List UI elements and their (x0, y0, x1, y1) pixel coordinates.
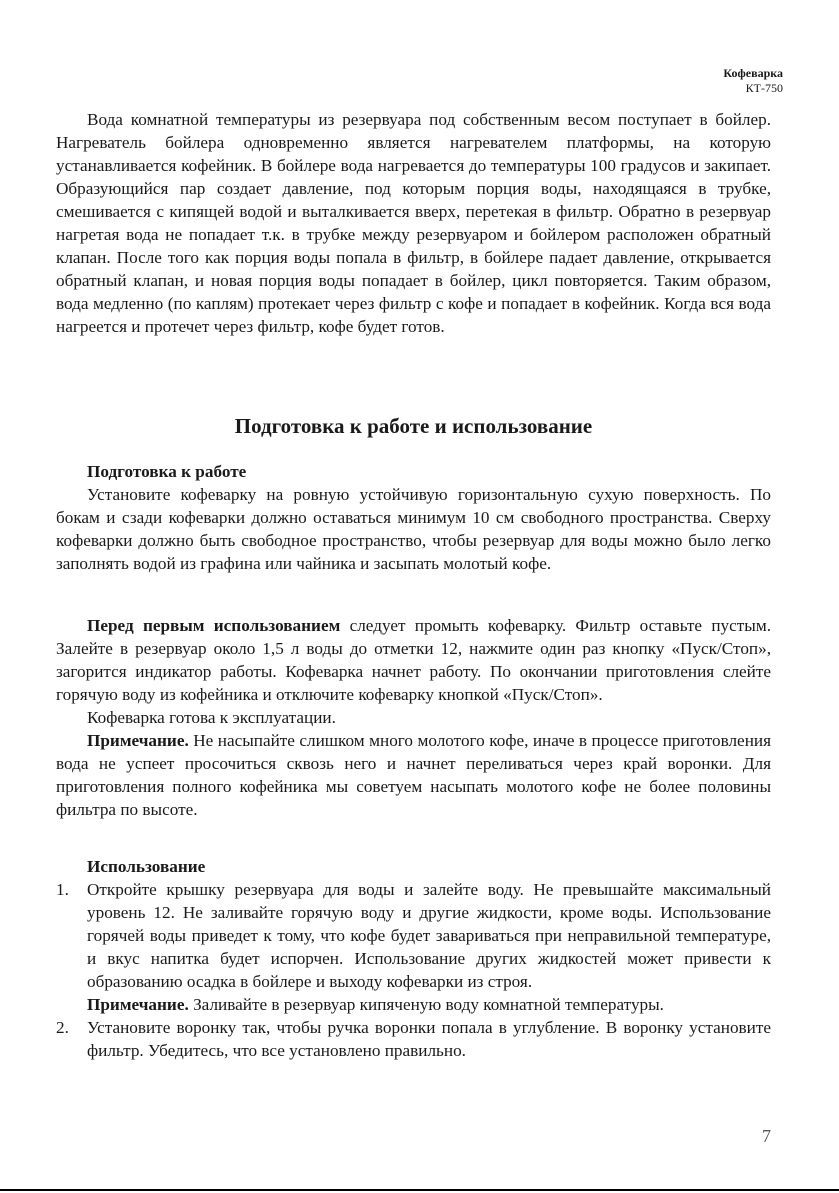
first-use-text: следует промыть кофеварку. Фильтр оставьте пустым. Залейте в резервуар около 1,5 л воды до отметки 12, нажмите один раз кнопку «Пуск/Стоп», загорится индикатор работы. Кофеварка начнет работу. По окончании приготовления слейте горячую воду из кофейника и отключите кофеварку кнопкой «Пуск/Стоп». (56, 616, 771, 704)
note-label: Примечание. (87, 731, 189, 750)
prep-block (56, 460, 771, 575)
usage-item-number: 1. (56, 880, 69, 899)
usage-note-label: Примечание. (87, 995, 189, 1014)
intro-block (56, 108, 771, 338)
note-text: Не насыпайте слишком много молотого кофе, иначе в процессе приготовления вода не успеет просочиться сквозь него и начнет переливаться через край воронки. Для приготовления полного кофейника мы советуем насыпать молотого кофе не более половины фильтра по высоте. (56, 731, 771, 819)
bottom-rule (0, 1189, 839, 1191)
usage-item-2 (56, 1016, 771, 1062)
first-use-paragraph (56, 614, 771, 706)
usage-item-number: 2. (56, 1018, 69, 1037)
usage-note-text: Заливайте в резервуар кипяченую воду комнатной температуры. (188, 995, 664, 1014)
prep-paragraph: Установите кофеварку на ровную устойчивую горизонтальную сухую поверхность. По бокам и сзади кофеварки должно оставаться минимум 10 см свободного пространства. Сверху кофеварки должно быть свободное пространство, чтобы резервуар для воды можно было легко заполнять водой из графина или чайника и засыпать молотый кофе. (56, 485, 771, 573)
note-paragraph (56, 729, 771, 821)
ready-paragraph: Кофеварка готова к эксплуатации. (87, 708, 336, 727)
usage-item-1 (56, 878, 771, 1016)
header-brand: Кофеварка (723, 66, 783, 80)
usage-block (56, 855, 771, 1062)
usage-title: Использование (87, 857, 206, 876)
prep-title: Подготовка к работе (87, 462, 247, 481)
usage-item-note (87, 993, 771, 1016)
page-number: 7 (762, 1126, 771, 1146)
section-title: Подготовка к работе и использование (234, 414, 593, 438)
usage-item-text: Установите воронку так, чтобы ручка воронки попала в углубление. В воронку установите фильтр. Убедитесь, что все установлено правильно. (87, 1018, 771, 1060)
intro-paragraph: Вода комнатной температуры из резервуара под собственным весом поступает в бойлер. Нагреватель бойлера одновременно является нагревателем платформы, на которую устанавливается кофейник. В бойлере вода нагревается до температуры 100 градусов и закипает. Образующийся пар создает давление, под которым порция воды, находящаяся в трубке, смешивается с кипящей водой и выталкивается вверх, перетекая в фильтр. Обратно в резервуар нагретая вода не попадает т.к. в трубке между резервуаром и бойлером расположен обратный клапан. После того как порция воды попала в фильтр, в бойлере падает давление, открывается обратный клапан, и новая порция воды попадает в бойлер, цикл повторяется. Таким образом, вода медленно (по каплям) протекает через фильтр с кофе и попадает в кофейник. Когда вся вода нагреется и протечет через фильтр, кофе будет готов. (56, 110, 771, 336)
header-model: КТ-750 (745, 81, 783, 95)
first-use-block (56, 614, 771, 821)
first-use-lead: Перед первым использованием (87, 616, 341, 635)
usage-item-text: Откройте крышку резервуара для воды и залейте воду. Не превышайте максимальный уровень 12. Не заливайте горячую воду и другие жидкости, кроме воды. Использование горячей воды приведет к тому, что кофе будет завариваться при неправильной температуре, и вкус напитка будет испорчен. Использование других жидкостей может привести к образованию осадка в бойлере и выходу кофеварки из строя. (87, 880, 771, 991)
page-header (723, 66, 783, 96)
